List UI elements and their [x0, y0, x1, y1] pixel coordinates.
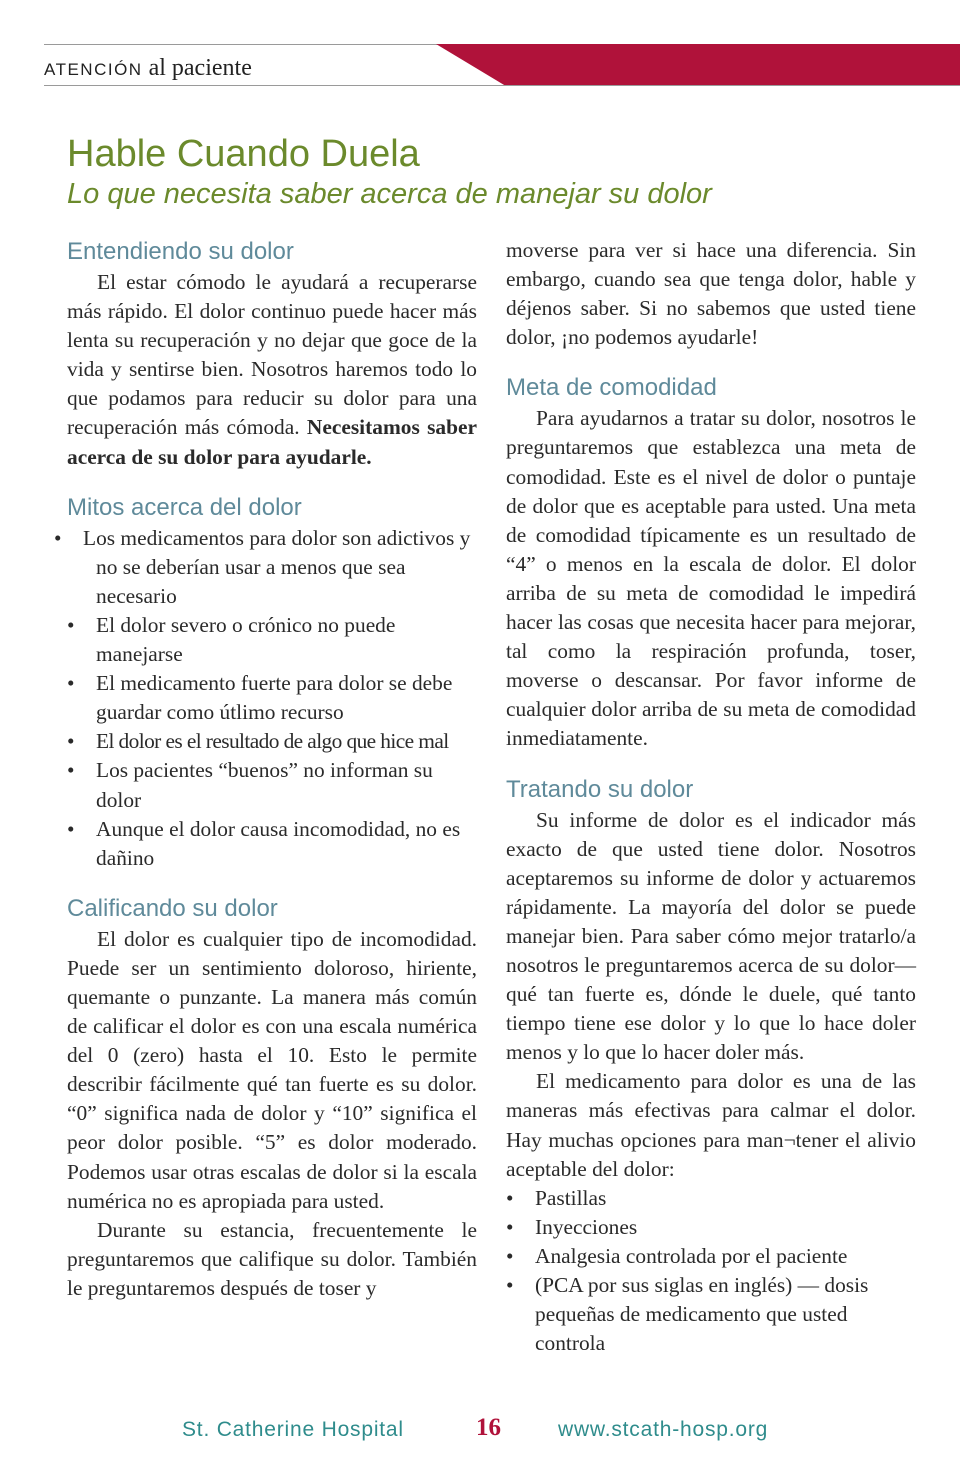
list-item: • Aunque el dolor causa incomodidad, no es dañino — [67, 815, 477, 873]
footer — [0, 1416, 960, 1446]
list-item: • El medicamento fuerte para dolor se debe guardar como útlimo recurso — [67, 669, 477, 727]
paragraph-meta: Para ayudarnos a tratar su dolor, nosotros le preguntaremos que establezca una meta de comodidad. Este es el nivel de dolor o puntaje de dolor que es aceptable para usted. Una meta de comodidad típicamente es un resultado de “4” o menos en la escala de dolor. El dolor arriba de su meta de comodidad le impedirá hacer las cosas que necesita hacer para mejorar, tal como la respiración profunda, toser, moverse o descansar. Por favor informe de cualquier dolor arriba de su meta de comodidad inmediatamente. — [506, 406, 916, 751]
header-divider-top — [44, 44, 444, 45]
list-item: • (PCA por sus siglas en inglés) — dosis pequeñas de medicamento que usted controla — [506, 1271, 916, 1358]
heading-meta: Meta de comodidad — [506, 374, 717, 402]
mitos-list — [67, 524, 477, 873]
list-item: • Los pacientes “buenos” no informan su dolor — [67, 756, 477, 814]
list-item: • Analgesia controlada por el paciente — [506, 1242, 916, 1271]
heading-calificando: Calificando su dolor — [67, 894, 278, 922]
tratando-list — [506, 1184, 916, 1359]
paragraph-calificando-2: Durante su estancia, frecuentemente le preguntaremos que califique su dolor. También le preguntaremos después de toser y — [67, 1217, 477, 1300]
footer-hospital-name: St. Catherine Hospital — [182, 1418, 404, 1441]
heading-mitos: Mitos acerca del dolor — [67, 493, 302, 521]
list-item: • Inyecciones — [506, 1213, 916, 1242]
heading-entendiendo: Entendiendo su dolor — [67, 238, 294, 265]
header-bar — [44, 44, 960, 87]
heading-tratando: Tratando su dolor — [506, 775, 694, 803]
section-label-caps: ATENCIÓN — [44, 60, 143, 79]
paragraph-calificando-1: El dolor es cualquier tipo de incomodidad. Puede ser un sentimiento doloroso, hiriente, quemante o punzante. La manera más común de calificar el dolor es con una escala numérica del 0 (zero) hasta el 10. Esto le permite describir fácilmente qué tan fuerte es su dolor. “0” significa nada de dolor y “10” significa el peor dolor posible. “5” es dolor moderado. Podemos usar otras escalas de dolor si la escala numérica no es apropiada para usted. — [67, 926, 477, 1213]
paragraph-entendiendo — [67, 268, 477, 472]
footer-website-link[interactable]: www.stcath-hosp.org — [558, 1418, 769, 1441]
header-divider-bottom — [44, 85, 960, 86]
page-number: 16 — [476, 1414, 501, 1441]
article-subtitle: Lo que necesita saber acerca de manejar su dolor — [67, 178, 712, 210]
list-item: • Pastillas — [506, 1184, 916, 1213]
paragraph-entendiendo-bold: Necesitamos saber acerca de su dolor para ayudarle. — [67, 415, 477, 469]
paragraph-tratando-1: Su informe de dolor es el indicador más exacto de que usted tiene dolor. Nosotros aceptaremos su informe de dolor y actuaremos rápidamente. La mayoría del dolor se puede manejar bien. Para saber cómo mejor tratarlo/a nosotros le preguntaremos acerca de su dolor—qué tan fuerte es, dónde le duele, qué tanto tiempo tiene ese dolor y lo que lo hace doler menos y lo que lo hacer doler más. — [506, 807, 916, 1065]
section-label-rest: al paciente — [148, 55, 252, 81]
list-item: • Los medicamentos para dolor son adictivos y no se deberían usar a menos que sea necesario — [67, 524, 477, 611]
paragraph-calificando-continued: moverse para ver si hace una diferencia. Sin embargo, cuando sea que tenga dolor, hable y déjenos saber. Si no sabemos que usted tiene dolor, ¡no podemos ayudarle! — [506, 238, 916, 350]
list-item: • El dolor severo o crónico no puede manejarse — [67, 611, 477, 669]
paragraph-entendiendo-text: El estar cómodo le ayudará a recuperarse más rápido. El dolor continuo puede hacer más lenta su recuperación y no dejar que goce de la vida y sentirse bien. Nosotros haremos todo lo que podamos para reducir su dolor para una recuperación más cómoda. — [67, 270, 477, 440]
article-title: Hable Cuando Duela — [67, 133, 420, 175]
section-label — [44, 55, 252, 82]
header-accent-wedge — [436, 44, 960, 85]
left-column — [67, 236, 477, 1303]
list-item: • El dolor es el resultado de algo que hice mal — [67, 727, 477, 756]
paragraph-tratando-2: El medicamento para dolor es una de las maneras más efectivas para calmar el dolor. Hay muchas opciones para man¬tener el alivio aceptable del dolor: — [506, 1069, 916, 1181]
right-column — [506, 236, 916, 1358]
